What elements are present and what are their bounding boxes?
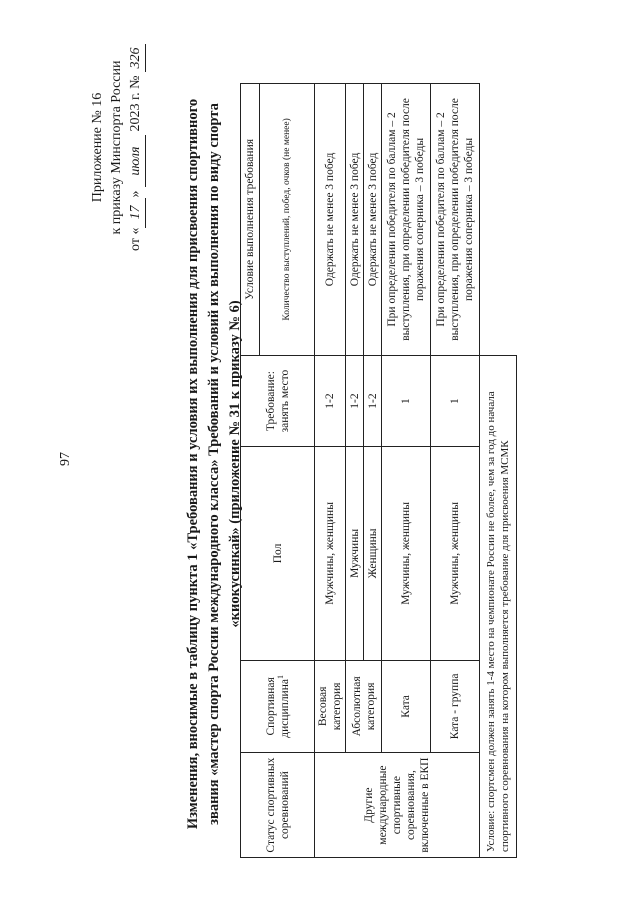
date-prefix: от « [128,227,143,251]
header-condition: Условие выполнения требования [241,84,260,356]
gender-cell: Мужчины [346,447,364,660]
discipline-cell: Ката [382,660,431,753]
gender-cell: Женщины [364,447,382,660]
discipline-cell: Весовая категория [315,660,346,753]
header-row [241,84,260,858]
gender-cell: Мужчины, женщины [382,447,431,660]
discipline-cell: Ката - группа [431,660,480,753]
table-row [431,84,480,858]
page-number: 97 [58,452,73,466]
place-cell: 1-2 [364,355,382,446]
document-title: Изменения, вносимые в таблицу пункта 1 «Требования и условия их выполнения для присвоения спортивного звания «мастер спорта России международного класса» Требований и условий их выполнения по виду спорта «киокусинкай» (приложение № 31 к приказу № 6) [185,98,243,830]
table-note: Условие: спортсмен должен занять 1-4 место на чемпионате России не более, чем за год до начала спортивного соревнования на котором выполняется требование для присвоения МСМК [480,355,517,857]
condition-cell: При определении победителя по баллам – 2 выступления, при определении победителя после поражения соперника – 3 победы [382,84,431,356]
condition-cell: Одержать не менее 3 побед [315,84,346,356]
condition-cell: Одержать не менее 3 побед [346,84,364,356]
place-cell: 1-2 [346,355,364,446]
gender-cell: Мужчины, женщины [315,447,346,660]
table-row [346,84,364,858]
appendix-date-line [126,20,146,275]
place-cell: 1 [382,355,431,446]
header-condition-sub: Количество выступлений, побед, очков (не менее) [260,84,315,356]
place-cell: 1 [431,355,480,446]
condition-cell: Одержать не менее 3 побед [364,84,382,356]
date-month: июля [126,135,146,187]
header-status: Статус спортивных соревнований [241,753,315,858]
date-mid: » [128,190,143,198]
appendix-block [88,20,146,275]
header-discipline-footnote: 1 [275,675,285,680]
note-row [480,84,517,858]
order-number: 326 [126,44,146,72]
discipline-cell: Абсолютная категория [346,660,382,753]
table-row [315,84,346,858]
header-place: Требование: занять место [241,355,315,446]
place-cell: 1-2 [315,355,346,446]
table-row [382,84,431,858]
date-day: 17 [126,198,146,228]
header-discipline-label: Спортивная дисциплина [264,677,291,738]
requirements-table [240,83,517,858]
header-gender: Пол [241,447,315,660]
condition-cell: При определении победителя по баллам – 2 выступления, при определении победителя после поражения соперника – 3 победы [431,84,480,356]
gender-cell: Мужчины, женщины [431,447,480,660]
status-cell: Другие международные спортивные соревнования, включенные в ЕКП [315,753,480,858]
appendix-title: Приложение № 16 [90,92,105,203]
date-year: 2023 г. № [128,75,143,132]
appendix-order-ref: к приказу Минспорта России [109,60,124,235]
header-discipline [241,660,315,753]
